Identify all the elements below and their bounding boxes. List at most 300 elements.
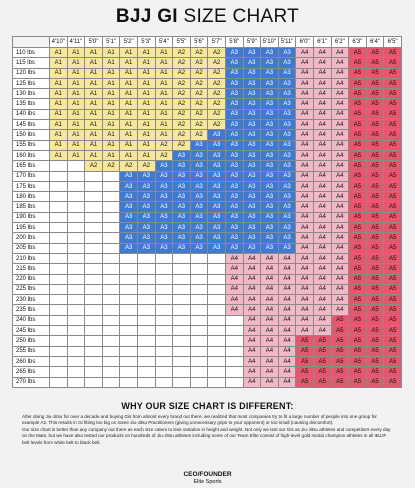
size-cell: A2 [155, 140, 173, 150]
size-cell: A3 [225, 212, 243, 222]
size-cell: A3 [155, 202, 173, 212]
size-cell: A5 [349, 346, 367, 356]
height-header: 4'11" [67, 37, 85, 48]
size-cell: A1 [120, 48, 138, 58]
size-cell: A5 [366, 192, 384, 202]
size-cell: A3 [120, 181, 138, 191]
size-cell: A2 [173, 140, 191, 150]
size-cell: A3 [208, 130, 226, 140]
size-cell: A4 [296, 140, 314, 150]
size-cell: A3 [243, 48, 261, 58]
size-cell: A5 [366, 89, 384, 99]
empty-cell [85, 315, 103, 325]
size-cell: A4 [225, 253, 243, 263]
empty-cell [102, 336, 120, 346]
size-cell: A3 [278, 68, 296, 78]
empty-cell [155, 295, 173, 305]
size-cell: A3 [208, 223, 226, 233]
size-cell: A4 [296, 171, 314, 181]
size-cell: A4 [331, 120, 349, 130]
size-cell: A4 [243, 253, 261, 263]
size-cell: A4 [313, 326, 331, 336]
size-cell: A3 [278, 192, 296, 202]
size-cell: A2 [190, 130, 208, 140]
size-cell: A3 [278, 171, 296, 181]
size-cell: A3 [243, 78, 261, 88]
empty-cell [85, 223, 103, 233]
empty-cell [120, 284, 138, 294]
size-cell: A4 [278, 284, 296, 294]
size-cell: A1 [102, 140, 120, 150]
size-cell: A4 [243, 274, 261, 284]
weight-label: 140 lbs [13, 109, 50, 119]
size-cell: A4 [313, 243, 331, 253]
empty-cell [155, 326, 173, 336]
table-row [13, 223, 402, 233]
empty-cell [208, 305, 226, 315]
size-cell: A3 [278, 223, 296, 233]
empty-cell [225, 356, 243, 366]
size-cell: A1 [67, 68, 85, 78]
size-cell: A4 [296, 68, 314, 78]
weight-label: 240 lbs [13, 315, 50, 325]
size-cell: A1 [67, 58, 85, 68]
signature [0, 471, 415, 486]
size-cell: A1 [137, 120, 155, 130]
size-cell: A3 [278, 161, 296, 171]
empty-cell [102, 181, 120, 191]
table-row [13, 377, 402, 387]
size-cell: A2 [173, 109, 191, 119]
size-cell: A2 [190, 78, 208, 88]
empty-cell [208, 284, 226, 294]
size-cell: A3 [225, 78, 243, 88]
weight-label: 175 lbs [13, 181, 50, 191]
size-cell: A4 [261, 336, 279, 346]
empty-cell [85, 253, 103, 263]
size-cell: A2 [208, 120, 226, 130]
empty-cell [67, 264, 85, 274]
weight-label: 220 lbs [13, 274, 50, 284]
size-cell: A4 [313, 253, 331, 263]
size-cell: A5 [384, 233, 402, 243]
size-cell: A5 [366, 305, 384, 315]
size-cell: A1 [85, 120, 103, 130]
size-cell: A1 [67, 120, 85, 130]
empty-cell [67, 346, 85, 356]
size-cell: A1 [137, 130, 155, 140]
table-row [13, 150, 402, 160]
size-cell: A5 [366, 274, 384, 284]
table-row [13, 89, 402, 99]
size-cell: A5 [349, 171, 367, 181]
size-cell: A5 [349, 284, 367, 294]
height-header: 5'0" [85, 37, 103, 48]
size-cell: A3 [155, 233, 173, 243]
size-cell: A3 [225, 171, 243, 181]
size-cell: A3 [243, 130, 261, 140]
weight-label: 255 lbs [13, 346, 50, 356]
weight-label: 115 lbs [13, 58, 50, 68]
empty-cell [102, 253, 120, 263]
size-cell: A4 [225, 264, 243, 274]
size-cell: A5 [296, 377, 314, 387]
size-cell: A3 [243, 150, 261, 160]
size-cell: A3 [173, 223, 191, 233]
size-cell: A3 [261, 202, 279, 212]
table-row [13, 212, 402, 222]
empty-cell [50, 233, 68, 243]
size-cell: A3 [190, 181, 208, 191]
size-cell: A5 [349, 264, 367, 274]
empty-cell [85, 202, 103, 212]
empty-cell [85, 336, 103, 346]
empty-cell [155, 284, 173, 294]
empty-cell [190, 336, 208, 346]
size-cell: A4 [243, 295, 261, 305]
size-cell: A5 [331, 377, 349, 387]
size-cell: A4 [313, 233, 331, 243]
size-cell: A1 [102, 48, 120, 58]
size-cell: A1 [50, 99, 68, 109]
size-cell: A3 [243, 109, 261, 119]
size-cell: A5 [296, 336, 314, 346]
size-cell: A3 [278, 181, 296, 191]
empty-cell [85, 346, 103, 356]
size-cell: A5 [384, 284, 402, 294]
empty-cell [50, 274, 68, 284]
size-cell: A4 [296, 274, 314, 284]
empty-cell [67, 274, 85, 284]
size-cell: A4 [313, 181, 331, 191]
size-cell: A3 [173, 161, 191, 171]
empty-cell [137, 264, 155, 274]
size-cell: A3 [173, 243, 191, 253]
empty-cell [225, 326, 243, 336]
height-header: 4'10" [50, 37, 68, 48]
size-cell: A3 [120, 171, 138, 181]
table-row [13, 253, 402, 263]
height-header: 5'11" [278, 37, 296, 48]
size-cell: A4 [313, 274, 331, 284]
weight-label: 120 lbs [13, 68, 50, 78]
size-cell: A3 [261, 109, 279, 119]
size-cell: A5 [366, 253, 384, 263]
empty-cell [50, 212, 68, 222]
size-cell: A5 [366, 202, 384, 212]
table-row [13, 130, 402, 140]
size-cell: A5 [349, 305, 367, 315]
size-cell: A1 [50, 48, 68, 58]
size-cell: A3 [278, 58, 296, 68]
empty-cell [67, 253, 85, 263]
size-cell: A5 [384, 336, 402, 346]
size-cell: A5 [349, 150, 367, 160]
size-cell: A4 [313, 212, 331, 222]
size-cell: A3 [261, 140, 279, 150]
empty-cell [67, 233, 85, 243]
empty-cell [155, 377, 173, 387]
size-cell: A3 [261, 89, 279, 99]
size-cell: A4 [278, 346, 296, 356]
size-cell: A5 [366, 109, 384, 119]
size-cell: A1 [85, 78, 103, 88]
empty-cell [120, 264, 138, 274]
empty-cell [50, 223, 68, 233]
size-cell: A3 [261, 58, 279, 68]
empty-cell [190, 326, 208, 336]
size-cell: A3 [225, 202, 243, 212]
height-header: 5'5" [173, 37, 191, 48]
size-cell: A1 [155, 89, 173, 99]
weight-label: 185 lbs [13, 202, 50, 212]
size-cell: A4 [261, 346, 279, 356]
size-cell: A3 [155, 192, 173, 202]
size-cell: A3 [190, 243, 208, 253]
size-cell: A2 [173, 78, 191, 88]
empty-cell [173, 367, 191, 377]
empty-cell [50, 315, 68, 325]
empty-cell [155, 346, 173, 356]
size-cell: A5 [384, 120, 402, 130]
size-cell: A5 [384, 315, 402, 325]
size-cell: A5 [349, 212, 367, 222]
empty-cell [173, 326, 191, 336]
size-cell: A4 [261, 305, 279, 315]
size-cell: A1 [120, 99, 138, 109]
size-cell: A2 [190, 48, 208, 58]
size-cell: A1 [67, 48, 85, 58]
height-header: 5'9" [243, 37, 261, 48]
table-row [13, 367, 402, 377]
why-heading: WHY OUR SIZE CHART IS DIFFERENT: [121, 401, 294, 411]
size-cell: A2 [173, 89, 191, 99]
size-cell: A1 [102, 150, 120, 160]
empty-cell [67, 192, 85, 202]
size-cell: A4 [296, 305, 314, 315]
size-cell: A3 [261, 99, 279, 109]
empty-cell [50, 243, 68, 253]
size-cell: A2 [208, 99, 226, 109]
size-cell: A3 [243, 192, 261, 202]
empty-cell [208, 367, 226, 377]
empty-cell [50, 346, 68, 356]
height-header: 6'5" [384, 37, 402, 48]
size-cell: A1 [137, 109, 155, 119]
size-cell: A3 [190, 140, 208, 150]
table-row [13, 120, 402, 130]
empty-cell [50, 295, 68, 305]
size-cell: A3 [190, 223, 208, 233]
empty-cell [120, 336, 138, 346]
size-cell: A1 [50, 140, 68, 150]
size-cell: A4 [313, 284, 331, 294]
empty-cell [67, 171, 85, 181]
size-cell: A2 [190, 109, 208, 119]
size-cell: A5 [331, 367, 349, 377]
size-cell: A3 [243, 171, 261, 181]
size-cell: A3 [225, 161, 243, 171]
height-header: 5'7" [208, 37, 226, 48]
size-cell: A2 [208, 58, 226, 68]
size-cell: A5 [349, 48, 367, 58]
size-cell: A4 [296, 233, 314, 243]
size-cell: A5 [384, 89, 402, 99]
empty-cell [208, 274, 226, 284]
size-cell: A3 [137, 181, 155, 191]
empty-cell [225, 346, 243, 356]
empty-cell [190, 356, 208, 366]
empty-cell [67, 326, 85, 336]
table-row [13, 274, 402, 284]
size-cell: A3 [243, 243, 261, 253]
size-cell: A5 [349, 243, 367, 253]
size-cell: A1 [50, 150, 68, 160]
size-cell: A5 [331, 346, 349, 356]
size-cell: A5 [384, 99, 402, 109]
size-cell: A5 [384, 243, 402, 253]
size-cell: A3 [173, 171, 191, 181]
size-cell: A5 [349, 377, 367, 387]
size-cell: A1 [120, 109, 138, 119]
empty-cell [85, 212, 103, 222]
size-cell: A5 [366, 171, 384, 181]
weight-label: 230 lbs [13, 295, 50, 305]
size-cell: A1 [85, 109, 103, 119]
size-cell: A5 [331, 315, 349, 325]
empty-cell [190, 264, 208, 274]
size-cell: A3 [208, 192, 226, 202]
size-cell: A5 [349, 315, 367, 325]
size-cell: A1 [155, 130, 173, 140]
size-cell: A3 [261, 48, 279, 58]
size-cell: A4 [261, 253, 279, 263]
size-cell: A5 [366, 326, 384, 336]
empty-cell [208, 356, 226, 366]
table-row [13, 243, 402, 253]
size-cell: A4 [296, 253, 314, 263]
empty-cell [208, 377, 226, 387]
empty-cell [85, 305, 103, 315]
size-cell: A1 [50, 78, 68, 88]
size-cell: A3 [173, 181, 191, 191]
size-cell: A5 [366, 315, 384, 325]
table-row [13, 336, 402, 346]
size-cell: A3 [278, 233, 296, 243]
size-cell: A5 [384, 367, 402, 377]
size-cell: A2 [190, 99, 208, 109]
size-cell: A4 [261, 356, 279, 366]
empty-cell [208, 253, 226, 263]
size-cell: A2 [137, 161, 155, 171]
size-cell: A5 [366, 295, 384, 305]
size-cell: A5 [384, 295, 402, 305]
size-cell: A1 [85, 99, 103, 109]
height-header: 6'3" [349, 37, 367, 48]
size-cell: A5 [313, 356, 331, 366]
height-header: 5'10" [261, 37, 279, 48]
weight-label: 160 lbs [13, 150, 50, 160]
size-cell: A3 [243, 161, 261, 171]
size-cell: A3 [261, 212, 279, 222]
size-cell: A4 [313, 140, 331, 150]
size-cell: A4 [313, 150, 331, 160]
size-cell: A2 [173, 68, 191, 78]
empty-cell [50, 377, 68, 387]
size-cell: A5 [384, 212, 402, 222]
size-cell: A5 [384, 264, 402, 274]
size-cell: A1 [50, 130, 68, 140]
weight-label: 150 lbs [13, 130, 50, 140]
empty-cell [67, 295, 85, 305]
size-cell: A4 [225, 274, 243, 284]
size-cell: A2 [190, 120, 208, 130]
size-cell: A3 [173, 192, 191, 202]
empty-cell [120, 377, 138, 387]
size-chart-table [12, 36, 402, 388]
size-cell: A4 [296, 243, 314, 253]
empty-cell [50, 253, 68, 263]
empty-cell [67, 356, 85, 366]
size-cell: A4 [278, 336, 296, 346]
empty-cell [208, 336, 226, 346]
weight-label: 130 lbs [13, 89, 50, 99]
size-cell: A3 [225, 99, 243, 109]
size-cell: A3 [278, 243, 296, 253]
size-cell: A5 [349, 202, 367, 212]
size-cell: A5 [366, 78, 384, 88]
size-cell: A1 [137, 68, 155, 78]
empty-cell [85, 356, 103, 366]
size-cell: A2 [173, 48, 191, 58]
size-cell: A1 [85, 58, 103, 68]
size-cell: A5 [384, 192, 402, 202]
why-paragraph-2: Our size chart is better than any company out there as each size caters to less variation in height and weight. Not only we test our Gis as Jiu-Jitsu athletes and competitors every day on the Mats, but we have also tested our products on hundreds of Jiu-Jitsu athletes including some of our Team Elite consist of high-level gold medal champion athletes in all IBJJF belt levels from white belt to black belt. [22, 426, 391, 445]
size-cell: A1 [50, 89, 68, 99]
size-cell: A5 [349, 233, 367, 243]
size-cell: A4 [331, 253, 349, 263]
size-cell: A5 [384, 68, 402, 78]
size-cell: A5 [366, 150, 384, 160]
size-cell: A4 [313, 171, 331, 181]
weight-label: 200 lbs [13, 233, 50, 243]
size-cell: A4 [313, 264, 331, 274]
size-cell: A3 [137, 171, 155, 181]
size-cell: A4 [313, 192, 331, 202]
size-cell: A4 [243, 315, 261, 325]
empty-cell [50, 305, 68, 315]
size-cell: A1 [85, 89, 103, 99]
size-cell: A4 [331, 150, 349, 160]
empty-cell [155, 305, 173, 315]
empty-cell [85, 274, 103, 284]
weight-label: 125 lbs [13, 78, 50, 88]
size-cell: A3 [261, 171, 279, 181]
size-cell: A1 [155, 68, 173, 78]
empty-cell [225, 377, 243, 387]
size-cell: A4 [331, 78, 349, 88]
size-cell: A4 [313, 89, 331, 99]
page-title [0, 6, 415, 28]
empty-cell [137, 346, 155, 356]
size-cell: A1 [120, 130, 138, 140]
empty-cell [67, 161, 85, 171]
empty-cell [67, 243, 85, 253]
size-cell: A3 [278, 212, 296, 222]
size-cell: A3 [208, 202, 226, 212]
empty-cell [120, 305, 138, 315]
height-header: 5'4" [155, 37, 173, 48]
